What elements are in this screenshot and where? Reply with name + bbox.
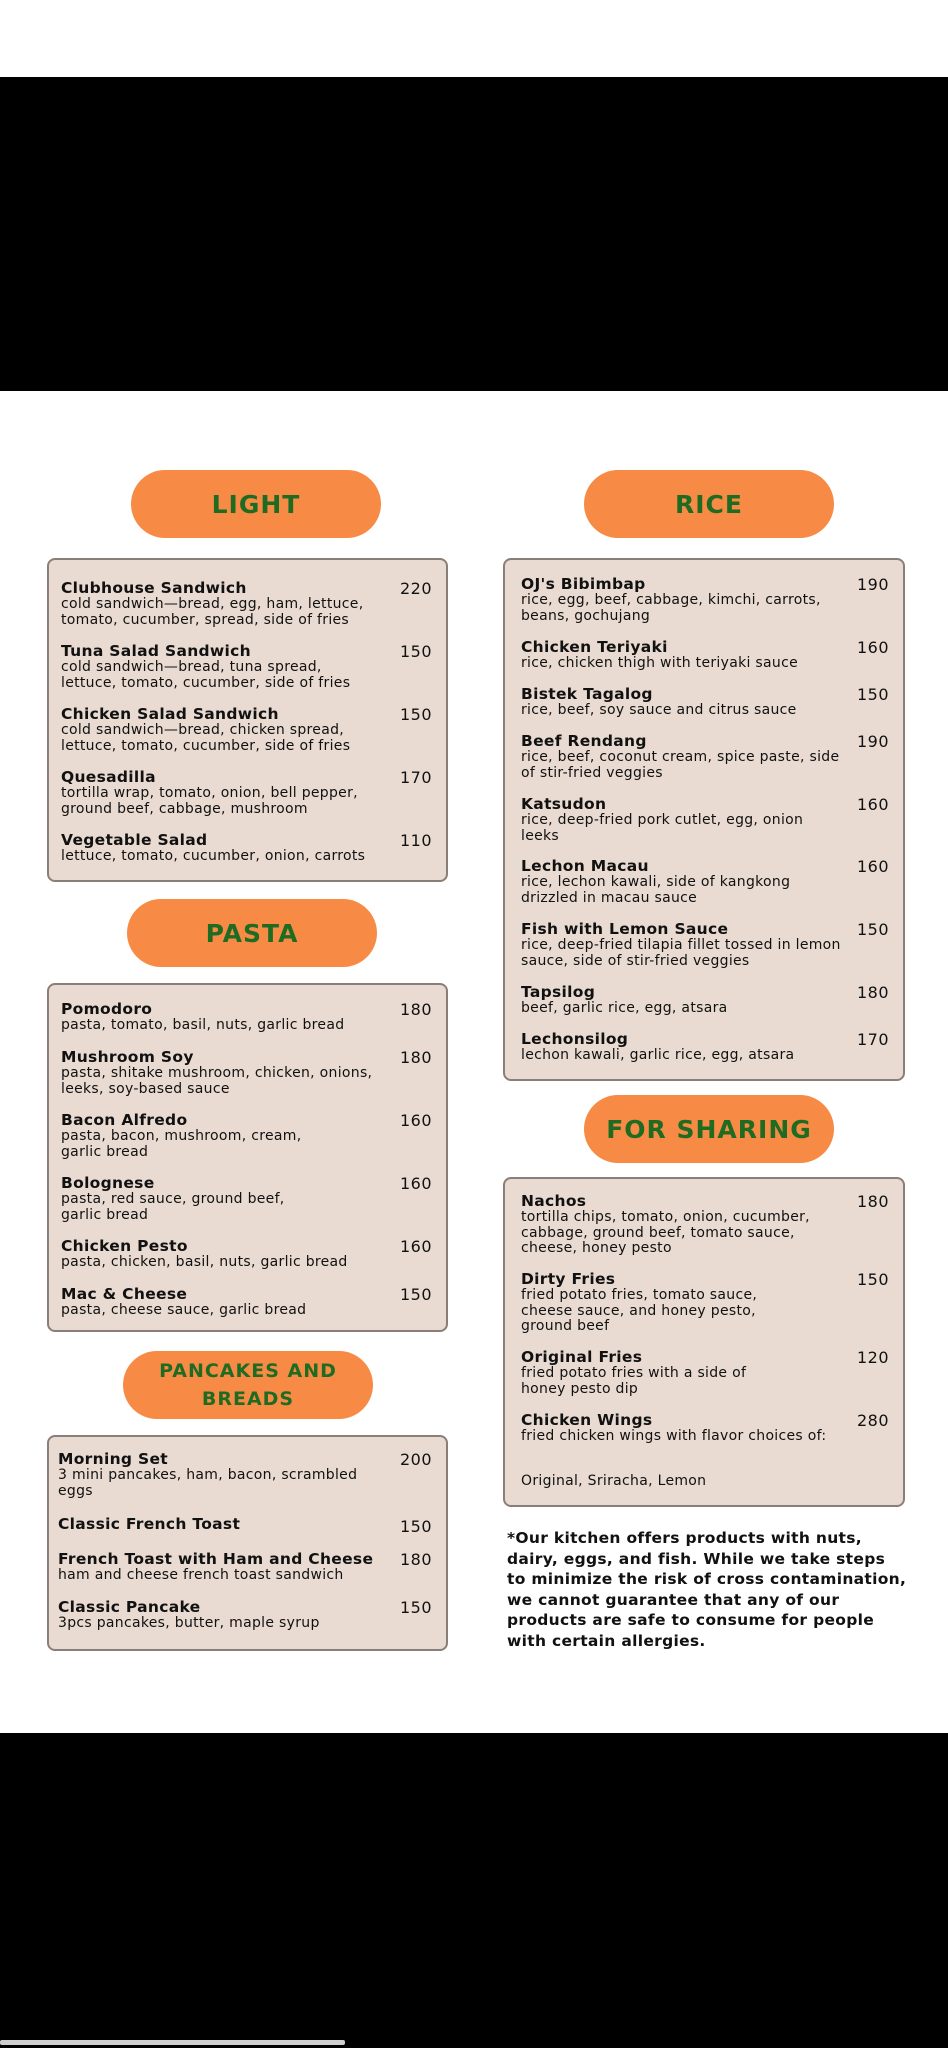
item-description: ham and cheese french toast sandwich — [58, 1567, 344, 1583]
section-title-pancakes-line2: BREADS — [201, 1388, 295, 1410]
item-description: rice, deep-fried tilapia fillet tossed in lemon sauce, side of stir-fried veggies — [521, 937, 841, 969]
item-description: rice, lechon kawali, side of kangkong drizzled in macau sauce — [521, 874, 791, 906]
item-description: pasta, bacon, mushroom, cream, garlic bread — [61, 1128, 302, 1160]
item-price: 150 — [856, 920, 889, 939]
item-name: Beef Rendang — [521, 732, 647, 750]
item-name: Chicken Pesto — [61, 1237, 188, 1255]
item-description: fried potato fries with a side of honey pesto dip — [521, 1365, 747, 1397]
item-price: 180 — [399, 1550, 432, 1569]
section-header-for-sharing — [584, 1095, 834, 1163]
item-name: Tapsilog — [521, 983, 596, 1001]
menu-item — [521, 639, 891, 672]
item-name: Quesadilla — [61, 768, 156, 786]
section-title-for-sharing: FOR SHARING — [606, 1114, 812, 1144]
scroll-indicator[interactable] — [0, 2040, 345, 2045]
item-price: 190 — [856, 732, 889, 751]
item-price: 280 — [856, 1411, 889, 1430]
menu-item — [521, 1271, 891, 1335]
item-name: Katsudon — [521, 795, 607, 813]
item-name: Pomodoro — [61, 1000, 153, 1018]
item-name: Bacon Alfredo — [61, 1111, 188, 1129]
item-price: 170 — [399, 768, 432, 787]
menu-item — [61, 1112, 434, 1160]
item-price: 150 — [856, 685, 889, 704]
item-description: rice, chicken thigh with teriyaki sauce — [521, 655, 798, 671]
card-rice — [503, 558, 905, 1081]
item-description: cold sandwich—bread, egg, ham, lettuce, tomato, cucumber, spread, side of fries — [61, 596, 364, 628]
item-description: fried chicken wings with flavor choices of: — [521, 1428, 827, 1444]
bottom-black-bar — [0, 1733, 948, 2048]
item-price: 150 — [856, 1270, 889, 1289]
item-description: tortilla wrap, tomato, onion, bell pepper, ground beef, cabbage, mushroom — [61, 785, 358, 817]
card-for-sharing — [503, 1177, 905, 1507]
section-header-pasta — [127, 899, 377, 967]
item-description: rice, beef, soy sauce and citrus sauce — [521, 702, 797, 718]
item-name: Classic French Toast — [58, 1515, 241, 1533]
item-description: pasta, chicken, basil, nuts, garlic bread — [61, 1254, 348, 1270]
item-description: pasta, shitake mushroom, chicken, onions, leeks, soy-based sauce — [61, 1065, 373, 1097]
item-description: fried potato fries, tomato sauce, cheese sauce, and honey pesto, ground beef — [521, 1287, 758, 1334]
item-name: Morning Set — [58, 1450, 168, 1468]
item-name: Classic Pancake — [58, 1598, 201, 1616]
item-price: 120 — [856, 1348, 889, 1367]
item-price: 170 — [856, 1030, 889, 1049]
item-price: 200 — [399, 1450, 432, 1469]
item-price: 160 — [399, 1111, 432, 1130]
menu-item — [521, 576, 891, 624]
menu-item — [58, 1551, 434, 1584]
item-name: Bistek Tagalog — [521, 685, 653, 703]
item-description: 3 mini pancakes, ham, bacon, scrambled eggs — [58, 1467, 358, 1499]
item-name: Mushroom Soy — [61, 1048, 194, 1066]
wing-flavor-choices: Original, Sriracha, Lemon — [521, 1473, 707, 1489]
section-header-light — [131, 470, 381, 538]
menu-item — [521, 1193, 891, 1257]
item-name: Dirty Fries — [521, 1270, 616, 1288]
menu-item — [61, 643, 434, 691]
card-pasta — [47, 983, 448, 1332]
item-name: Original Fries — [521, 1348, 643, 1366]
item-price: 160 — [856, 638, 889, 657]
item-description: beef, garlic rice, egg, atsara — [521, 1000, 728, 1016]
item-price: 150 — [399, 1517, 432, 1536]
item-name: Chicken Teriyaki — [521, 638, 668, 656]
item-name: Chicken Salad Sandwich — [61, 705, 279, 723]
card-light — [47, 558, 448, 882]
item-description: 3pcs pancakes, butter, maple syrup — [58, 1615, 320, 1631]
menu-item — [521, 733, 891, 781]
menu-item — [521, 921, 891, 969]
item-description: pasta, tomato, basil, nuts, garlic bread — [61, 1017, 345, 1033]
item-description: cold sandwich—bread, chicken spread, lettuce, tomato, cucumber, side of fries — [61, 722, 351, 754]
menu-item — [521, 984, 891, 1017]
item-description: rice, beef, coconut cream, spice paste, side of stir-fried veggies — [521, 749, 840, 781]
item-name: Bolognese — [61, 1174, 155, 1192]
menu-item — [61, 769, 434, 817]
item-name: OJ's Bibimbap — [521, 575, 646, 593]
item-price: 160 — [856, 795, 889, 814]
menu-item — [61, 832, 434, 865]
item-price: 180 — [856, 1192, 889, 1211]
item-description: cold sandwich—bread, tuna spread, lettuce, tomato, cucumber, side of fries — [61, 659, 351, 691]
menu-item — [521, 1031, 891, 1064]
menu-item — [521, 858, 891, 906]
top-black-bar — [0, 77, 948, 391]
menu-item — [58, 1451, 434, 1499]
menu-item — [61, 580, 434, 628]
item-description: pasta, red sauce, ground beef, garlic bread — [61, 1191, 285, 1223]
menu-item — [521, 686, 891, 719]
item-name: French Toast with Ham and Cheese — [58, 1550, 374, 1568]
item-price: 180 — [399, 1000, 432, 1019]
menu-item — [58, 1599, 434, 1632]
item-price: 180 — [856, 983, 889, 1002]
card-pancakes-and-breads — [47, 1435, 448, 1651]
menu-item — [58, 1515, 434, 1536]
item-name: Lechon Macau — [521, 857, 649, 875]
item-price: 160 — [399, 1174, 432, 1193]
section-title-pasta: PASTA — [205, 918, 299, 948]
menu-item — [61, 1286, 434, 1319]
menu-item — [61, 1049, 434, 1097]
menu-item — [61, 1175, 434, 1223]
menu-item — [521, 796, 891, 844]
item-name: Clubhouse Sandwich — [61, 579, 247, 597]
item-description: tortilla chips, tomato, onion, cucumber, cabbage, ground beef, tomato sauce, cheese, honey pesto — [521, 1209, 810, 1256]
section-header-rice — [584, 470, 834, 538]
section-title-light: LIGHT — [211, 489, 301, 519]
item-price: 160 — [856, 857, 889, 876]
item-price: 150 — [399, 1285, 432, 1304]
item-description: lettuce, tomato, cucumber, onion, carrots — [61, 848, 366, 864]
item-description: lechon kawali, garlic rice, egg, atsara — [521, 1047, 795, 1063]
item-description: rice, deep-fried pork cutlet, egg, onion leeks — [521, 812, 804, 844]
item-description: pasta, cheese sauce, garlic bread — [61, 1302, 307, 1318]
menu-item — [521, 1349, 891, 1397]
item-name: Tuna Salad Sandwich — [61, 642, 251, 660]
menu-item — [61, 1238, 434, 1271]
item-price: 150 — [399, 705, 432, 724]
item-price: 190 — [856, 575, 889, 594]
item-price: 180 — [399, 1048, 432, 1067]
section-title-pancakes-line1: PANCAKES AND — [159, 1360, 337, 1382]
item-price: 160 — [399, 1237, 432, 1256]
allergy-note: *Our kitchen offers products with nuts, dairy, eggs, and fish. While we take steps to minimize the risk of cross contamination, we cannot guarantee that any of our products are safe to consume for people with certain allergies. — [507, 1529, 907, 1650]
item-name: Vegetable Salad — [61, 831, 208, 849]
item-name: Lechonsilog — [521, 1030, 629, 1048]
item-price: 150 — [399, 642, 432, 661]
menu-item — [61, 706, 434, 754]
section-title-rice: RICE — [675, 489, 743, 519]
item-price: 150 — [399, 1598, 432, 1617]
item-name: Chicken Wings — [521, 1411, 653, 1429]
item-price: 110 — [399, 831, 432, 850]
item-name: Nachos — [521, 1192, 587, 1210]
item-name: Fish with Lemon Sauce — [521, 920, 729, 938]
menu-item — [521, 1412, 891, 1445]
menu-item — [61, 1001, 434, 1034]
section-header-pancakes-and-breads — [123, 1351, 373, 1419]
item-description: rice, egg, beef, cabbage, kimchi, carrots, beans, gochujang — [521, 592, 821, 624]
item-name: Mac & Cheese — [61, 1285, 188, 1303]
item-price: 220 — [399, 579, 432, 598]
